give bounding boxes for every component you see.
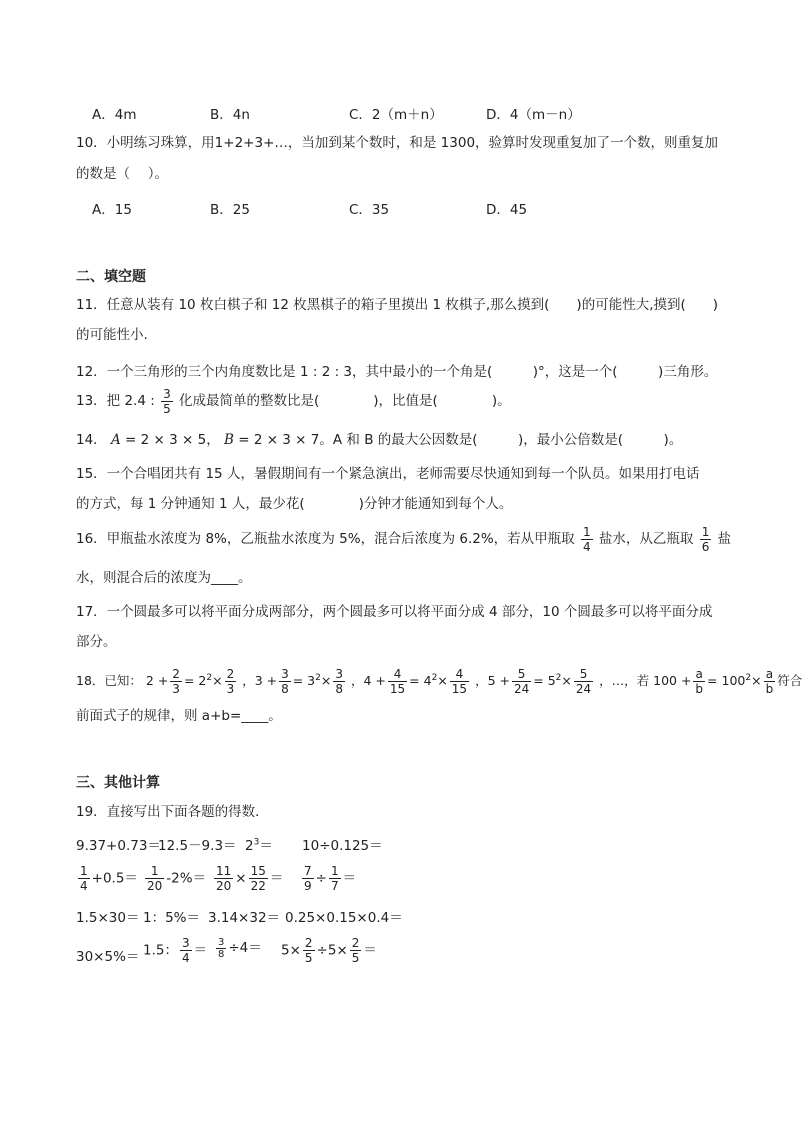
q19-r4-c2-num: 3 [181,936,190,950]
q16-mid: 盐水，从乙瓶取 [598,531,694,547]
q19-r2-c4-frac [302,864,314,893]
q18-e2-frac2 [333,667,345,696]
q19-r2-c4-text: ＝ [342,870,357,887]
q19-r1-eq: ＝ [259,838,273,854]
q19-r4-c4 [281,936,377,965]
q18-e3-times: × [437,673,448,689]
q18-e3-num2: 4 [450,667,469,682]
q18-e5-den: b [695,682,704,697]
q19-r1-exp: 3 [253,837,260,848]
q18-e2-a: ，3 + [242,673,278,689]
q18-e1-b: = 2 [183,673,207,689]
q19-r2-c3-num: 11 [216,864,232,878]
q18-e3-den2: 15 [451,682,468,697]
q18-e2-b: = 3 [292,673,316,689]
q19-r2-c4-frac2 [329,864,341,893]
q19-r2-c4-den: 9 [304,879,312,893]
q18-line2: 前面式子的规律，则 a+b=____。 [76,708,282,724]
q9-option-b: B．4n [210,107,250,123]
q19-r4-c2-frac [180,936,192,965]
q18-tail: 符合 [777,673,802,689]
q13-post: 化成最简单的整数比是( )，比值是( )。 [179,393,511,409]
q18-e5-a: ，…，若 100 + [599,673,692,689]
q18-e3-sup: 2 [431,673,438,683]
q19-r4-c4-op: ÷5× [316,942,348,959]
q16-line1 [76,524,731,554]
q18-e2-num: 3 [281,667,289,682]
q19-r4-c4-den2: 5 [351,951,360,965]
q18-e4-num2: 5 [574,667,593,682]
q13-frac-den: 5 [163,401,171,416]
q10-option-a: A．15 [92,202,132,218]
q19-r2-c1-num: 1 [80,864,88,878]
q18-e3-frac [388,667,407,696]
q19-r2-c3-text: ＝ [269,870,284,887]
q19-r4-c2-pre: 1.5： [143,942,178,959]
q9-option-c: C．2（m＋n） [349,107,443,123]
q9-option-a: A．4m [92,107,137,123]
q18-e4-b: = 5 [533,673,556,689]
q18-e2-times: × [320,673,332,689]
q19-r1-c3 [245,834,273,854]
q18-e3-frac2 [450,667,469,696]
q19-r2-c3-den2: 22 [250,879,266,893]
q10-line1: 10．小明练习珠算，用1+2+3+…，当加到某个数时，和是 1300，验算时发现重复加了一个数，则重复加 [76,135,719,151]
q16-fraction-1 [581,525,593,554]
q18-e2-num2: 3 [335,667,343,682]
q18-e2-sup: 2 [315,673,321,683]
q16-post: 盐 [717,531,732,547]
q19-r2-c3-frac2 [249,864,268,893]
q19-r3-c3: 3.14×32＝ [208,910,281,926]
q18-e1-num2: 2 [226,667,235,682]
q14-label: 14． [76,432,107,448]
q19-r3-c2: 1：5%＝ [143,910,201,926]
q18-e5-b: = 100 [707,673,746,689]
q14-sep: ， [206,432,220,448]
q19-r2-c2-den: 20 [147,879,163,893]
q10-option-d: D．45 [486,202,528,218]
q19-r2-c4-den2: 7 [330,879,339,893]
q18-e4-frac2 [574,667,593,696]
q19-r3-c1: 1.5×30＝ [76,910,140,926]
q19-r4-c2-den: 4 [181,951,190,965]
q18-e3-b: = 4 [409,673,432,689]
q18-e1-den2: 3 [226,682,235,697]
q19-r2-c3-num2: 15 [250,864,266,878]
q19-r4-c4-frac2 [350,936,362,965]
q19-r4-c4-text: ＝ [363,942,377,959]
q18-e5-num: a [693,667,705,682]
q18-e1-times: × [212,673,223,689]
q19-r4-c4-den: 5 [304,951,313,965]
q19-r2-c3 [212,864,283,893]
q14-var-b: B [224,432,234,448]
q18-e4-den2: 24 [575,682,592,697]
q19-r2-c3-op: × [235,870,247,887]
q16-pre: 16．甲瓶盐水浓度为 8%，乙瓶盐水浓度为 5%，混合后浓度为 6.2%，若从甲瓶取 [76,531,575,547]
q15-line2: 的方式，每 1 分钟通知 1 人，最少花( )分钟才能通知到每个人。 [76,496,513,512]
q19-r4-c3 [214,936,262,960]
q19-r4-c1: 30×5%＝ [76,949,140,965]
q14-var-a: A [110,432,121,448]
q14-b-expr: = 2 × 3 × 7 [238,432,320,448]
q19-r4-c2 [143,936,207,965]
q19-r2-c3-den: 20 [216,879,232,893]
q18-label: 18．已知： [76,673,142,689]
q19-r1-c4: 10÷0.125＝ [302,838,383,854]
q19-r2-c2 [143,864,206,893]
q18-e4-sup: 2 [555,673,562,683]
q18-e1-frac2 [225,667,237,696]
q18-e4-num: 5 [512,667,531,682]
q13 [76,386,511,416]
q10-line2: 的数是（ ）。 [76,166,169,182]
q18-e1-sup: 2 [206,673,213,683]
q14-post: 。A 和 B 的最大公因数是( )，最小公倍数是( )。 [319,432,683,448]
q15-line1: 15．一个合唱团共有 15 人，暑假期间有一个紧急演出，老师需要尽快通知到每一个队员。如果用打电话 [76,466,700,482]
q18-e3-num: 4 [388,667,407,682]
q19-r3-c4: 0.25×0.15×0.4＝ [285,910,403,926]
q12: 12．一个三角形的三个内角度数比是 1 : 2 : 3，其中最小的一个角是( )°，这是一个( )三角形。 [76,364,718,380]
q19-r2-c2-num: 1 [145,864,164,879]
q18-e1-den: 3 [172,682,180,697]
q18-e3-den: 15 [389,682,406,697]
q16-f1-num: 1 [582,524,591,539]
q18-e2-den2: 8 [335,682,343,697]
q19-r4-c3-den: 8 [218,948,225,960]
q18-e1-a: 2 + [145,673,169,689]
q18-line1 [76,663,802,696]
q18-e5-times: × [751,673,762,689]
q16-fraction-2 [700,525,712,554]
q14 [76,430,682,450]
q19-r1-c2: 12.5－9.3＝ [158,838,237,854]
q19-r4-c3-num: 3 [218,936,225,948]
q18-e5-sup: 2 [745,673,752,683]
q19-r4-c4-pre: 5× [281,942,301,959]
q19-r2-c2-text: -2%＝ [166,870,207,887]
q19-r2-c1-frac [78,864,90,893]
q19-r2-c4-num2: 1 [330,864,339,878]
q19-r4-c4-num2: 2 [351,936,360,950]
q11-line2: 的可能性小. [76,327,148,343]
q16-f2-den: 6 [701,539,710,554]
q19-r2-c1 [76,864,138,893]
q13-pre: 13．把 2.4 : [76,393,155,409]
q19-r4-c4-frac [303,936,315,965]
q18-e1-frac [170,667,182,696]
q19-r2-c4-op: ÷ [315,870,327,887]
q19-r2-c1-den: 4 [80,879,88,893]
q16-f2-num: 1 [701,524,710,539]
q18-e2-frac [279,667,291,696]
q17-line2: 部分。 [76,634,117,650]
q18-e4-frac [512,667,531,696]
q19-r2-c2-frac [145,864,164,893]
q18-e5-frac [693,667,705,696]
q14-a-expr: = 2 × 3 × 5 [125,432,207,448]
q18-e5-den2: b [765,682,774,697]
q10-option-c: C．35 [349,202,390,218]
section-fill-in-title: 二、填空题 [76,269,146,285]
q18-e5-num2: a [764,667,776,682]
q16-line2: 水，则混合后的浓度为____。 [76,570,252,586]
section-calc-title: 三、其他计算 [76,775,160,791]
q18-e4-a: ，5 + [475,673,510,689]
q10-option-b: B．25 [210,202,250,218]
q18-e2-den: 8 [281,682,289,697]
q18-e3-a: ，4 + [350,673,386,689]
q18-e4-den: 24 [513,682,530,697]
q13-fraction [161,387,173,416]
q9-option-d: D．4（m－n） [486,107,581,123]
q18-e4-times: × [561,673,572,689]
q11-line1: 11．任意从装有 10 枚白棋子和 12 枚黑棋子的箱子里摸出 1 枚棋子,那么摸到( )的可能性大,摸到( ) [76,297,719,313]
q19-r4-c3-frac [216,937,226,960]
q13-frac-num: 3 [163,386,171,401]
q18-e5-frac2 [764,667,776,696]
q19-r2-c1-text: +0.5＝ [91,870,138,887]
q16-f1-den: 4 [582,539,591,554]
q19-r2-c3-frac [214,864,233,893]
q19-r4-c4-num: 2 [304,936,313,950]
q19-r2-c4 [300,864,356,893]
q19-r4-c2-text: ＝ [193,942,208,959]
q19-r1-c1: 9.37+0.73＝ [76,838,161,854]
q17-line1: 17．一个圆最多可以将平面分成两部分，两个圆最多可以将平面分成 4 部分，10 个圆最多可以将平面分成 [76,604,713,620]
q18-e1-num: 2 [172,667,180,682]
q19-title: 19．直接写出下面各题的得数． [76,804,269,820]
q19-r4-c3-text: ÷4＝ [228,940,262,956]
q19-r1-base: 2 [245,838,254,854]
q19-r2-c4-num: 7 [304,864,312,878]
